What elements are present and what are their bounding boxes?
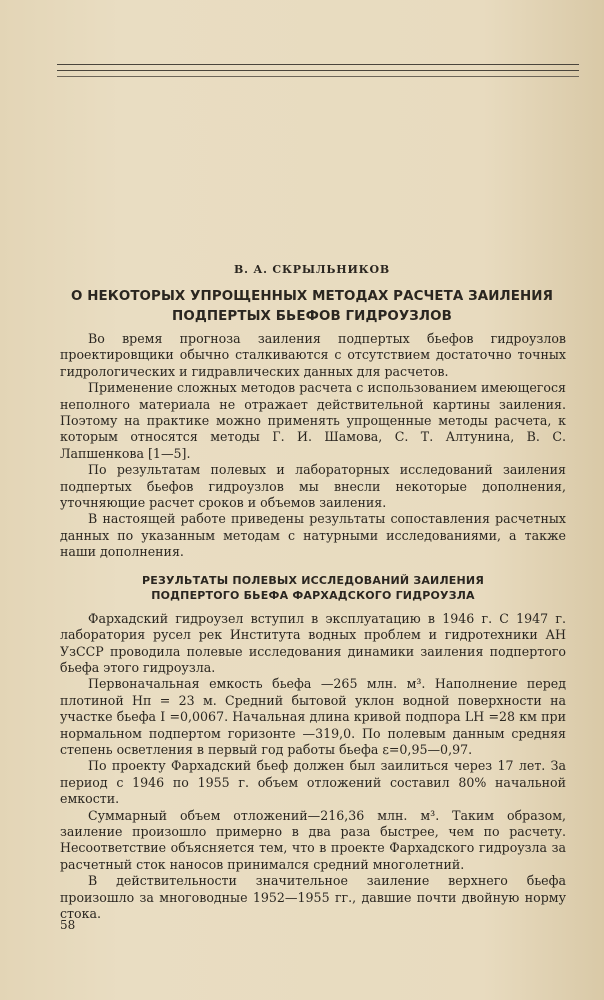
article-body	[60, 331, 566, 922]
section-paragraph-2: Первоначальная емкость бьефа —265 млн. м³. Наполнение перед плотиной Hп = 23 м. Средний бытовой уклон водной поверхности на участке бьефа I =0,0067. Начальная длина кривой подпора LH =28 км при нормальном подпертом горизонте —319,0. По полевым данным средняя степень осветления в первый год работы бьефа ε=0,95—0,97.	[60, 676, 566, 757]
section-paragraph-1: Фархадский гидроузел вступил в эксплуатацию в 1946 г. С 1947 г. лаборатория русел рек Института водных проблем и гидротехники АН УзССР проводила полевые исследования динамики заиления подпертого бьефа этого гидроузла.	[60, 610, 566, 675]
section-paragraph-5: В действительности значительное заиление верхнего бьефа произошло за многоводные 1952—1955 гг., давшие почти двойную норму стока.	[60, 873, 566, 921]
intro-paragraph-4: В настоящей работе приведены результаты сопоставления расчетных данных по указанным методам с натурными исследованиями, а также наши дополнения.	[60, 511, 566, 560]
section-paragraph-4: Суммарный объем отложений—216,36 млн. м³. Таким образом, заиление произошло примерно в два раза быстрее, чем по расчету. Несоответствие объясняется тем, что в проекте Фархадского гидроузла за расчетный сток наносов принимался средний многолетний.	[60, 807, 566, 872]
section-heading-line-1: РЕЗУЛЬТАТЫ ПОЛЕВЫХ ИССЛЕДОВАНИЙ ЗАИЛЕНИЯ	[141, 573, 484, 587]
intro-paragraph-1: Во время прогноза заиления подпертых бьефов гидроузлов проектировщики обычно сталкиваются с отсутствием достаточно точных гидрологических и гидравлических данных для расчетов.	[60, 331, 566, 379]
article-title	[57, 287, 567, 327]
header-rule-top	[57, 64, 579, 65]
page-number: 58	[60, 918, 76, 932]
header-rule-bottom	[57, 76, 579, 77]
section-heading	[60, 573, 566, 603]
intro-paragraph-2: Применение сложных методов расчета с использованием имеющегося неполного материала не отражает действительной картины заиления. Поэтому на практике можно применять упрощенные методы расчета, к которым относятся методы Г. И. Шамова, С. Т. Алтунина, В. С. Лапшенкова [1—5].	[60, 380, 566, 461]
section-heading-line-2: ПОДПЕРТОГО БЬЕФА ФАРХАДСКОГО ГИДРОУЗЛА	[151, 588, 475, 602]
title-line-1: О НЕКОТОРЫХ УПРОЩЕННЫХ МЕТОДАХ РАСЧЕТА ЗАИЛЕНИЯ	[71, 289, 553, 304]
intro-paragraph-3: По результатам полевых и лабораторных исследований заиления подпертых бьефов гидроузлов мы внесли некоторые дополнения, уточняющие расчет сроков и объемов заиления.	[60, 462, 566, 511]
section-paragraph-3: По проекту Фархадский бьеф должен был заилиться через 17 лет. За период с 1946 по 1955 г. объем отложений составил 80% начальной емкости.	[60, 758, 566, 807]
header-rule-middle	[57, 70, 579, 71]
title-line-2: ПОДПЕРТЫХ БЬЕФОВ ГИДРОУЗЛОВ	[172, 309, 452, 324]
author-name: В. А. СКРЫЛЬНИКОВ	[234, 263, 390, 276]
